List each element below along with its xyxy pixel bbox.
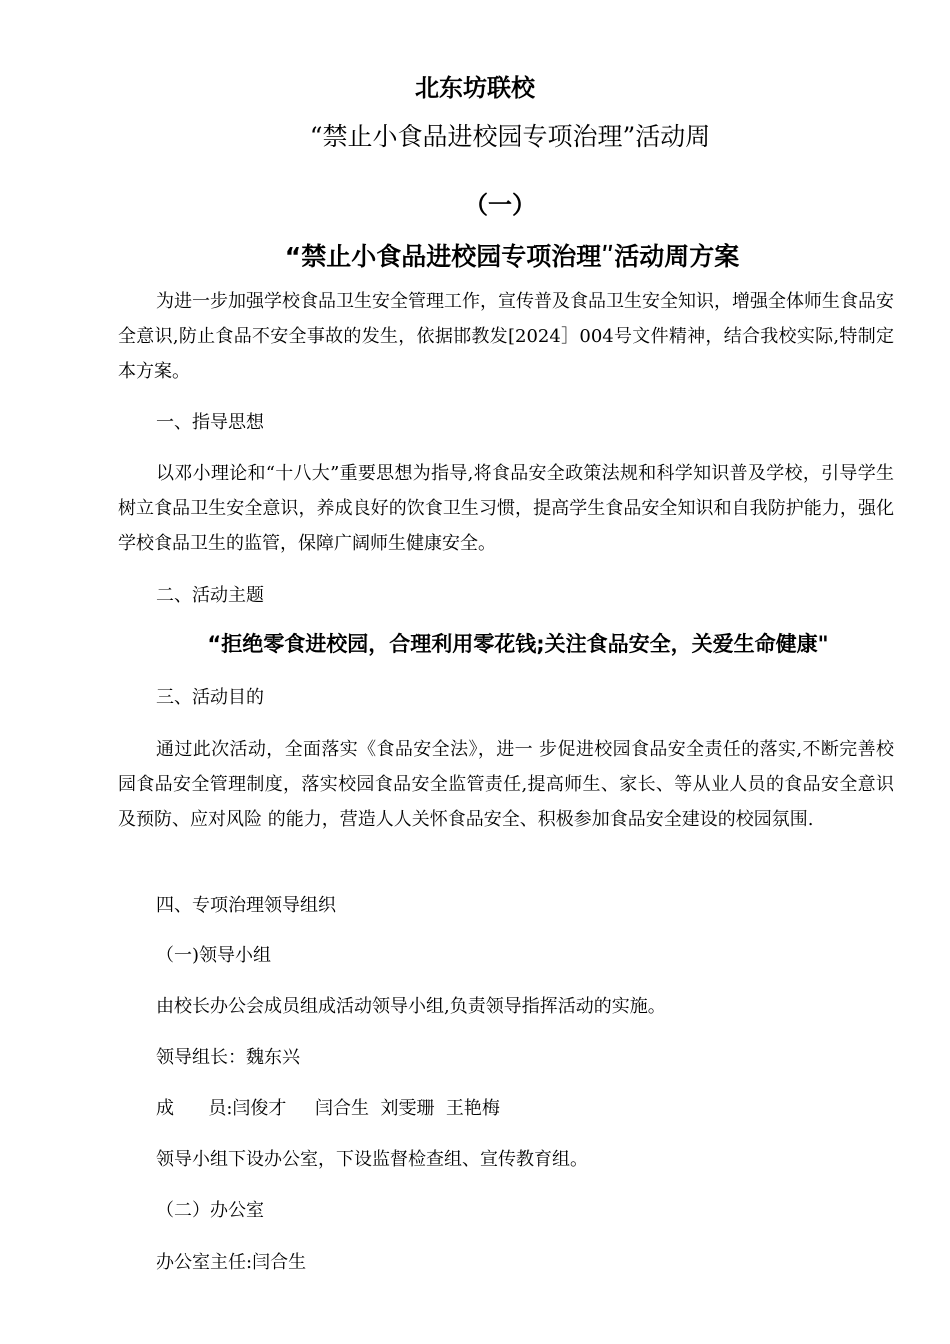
- subsection-office: （二）办公室: [156, 1200, 264, 1221]
- group-leader-line: 领导组长：魏东兴: [156, 1047, 300, 1068]
- section-2-heading: 二、活动主题: [156, 585, 264, 606]
- section-4-heading: 四、专项治理领导组织: [156, 895, 336, 916]
- school-name: 北东坊联校: [415, 74, 535, 102]
- section-1-heading: 一、指导思想: [156, 412, 264, 433]
- plan-title: “禁止小食品进校园专项治理ʺ活动周方案: [284, 242, 740, 271]
- part-number: （一）: [464, 191, 536, 219]
- section-1-body: 以邓小理论和“十八大”重要思想为指导,将食品安全政策法规和科学知识普及学校，引导学生树立食品卫生安全意识，养成良好的饮食卫生习惯，提高学生食品安全知识和自我防护能力，强化学校食品卫生的监管，保障广阔师生健康安全。: [118, 463, 894, 554]
- group-members-line: 成 员:闫俊才 闫合生 刘雯珊 王艳梅: [156, 1098, 500, 1119]
- office-note: 领导小组下设办公室，下设监督检查组、宣传教育组。: [156, 1149, 588, 1170]
- leading-group-description: 由校长办公会成员组成活动领导小组,负责领导指挥活动的实施。: [156, 996, 666, 1017]
- section-3-heading: 三、活动目的: [156, 687, 264, 708]
- activity-slogan: “拒绝零食进校园，合理利用零花钱;关注食品安全，关爱生命健康": [207, 632, 829, 656]
- office-director-line: 办公室主任:闫合生: [156, 1252, 307, 1273]
- intro-paragraph: 为进一步加强学校食品卫生安全管理工作，宣传普及食品卫生安全知识，增强全体师生食品安全意识,防止食品不安全事故的发生，依据邯教发[2024］004号文件精神，结合我校实际,特制定本方案。: [118, 291, 894, 382]
- subsection-leading-group: （一)领导小组: [156, 945, 272, 966]
- activity-week-title: “禁止小食品进校园专项治理”活动周: [309, 122, 711, 151]
- section-3-body: 通过此次活动，全面落实《食品安全法》，进一 步促进校园食品安全责任的落实,不断完善校园食品安全管理制度，落实校园食品安全监管责任,提高师生、家长、等从业人员的食品安全意识及预防、应对风险 的能力，营造人人关怀食品安全、积极参加食品安全建设的校园氛围.: [118, 739, 894, 830]
